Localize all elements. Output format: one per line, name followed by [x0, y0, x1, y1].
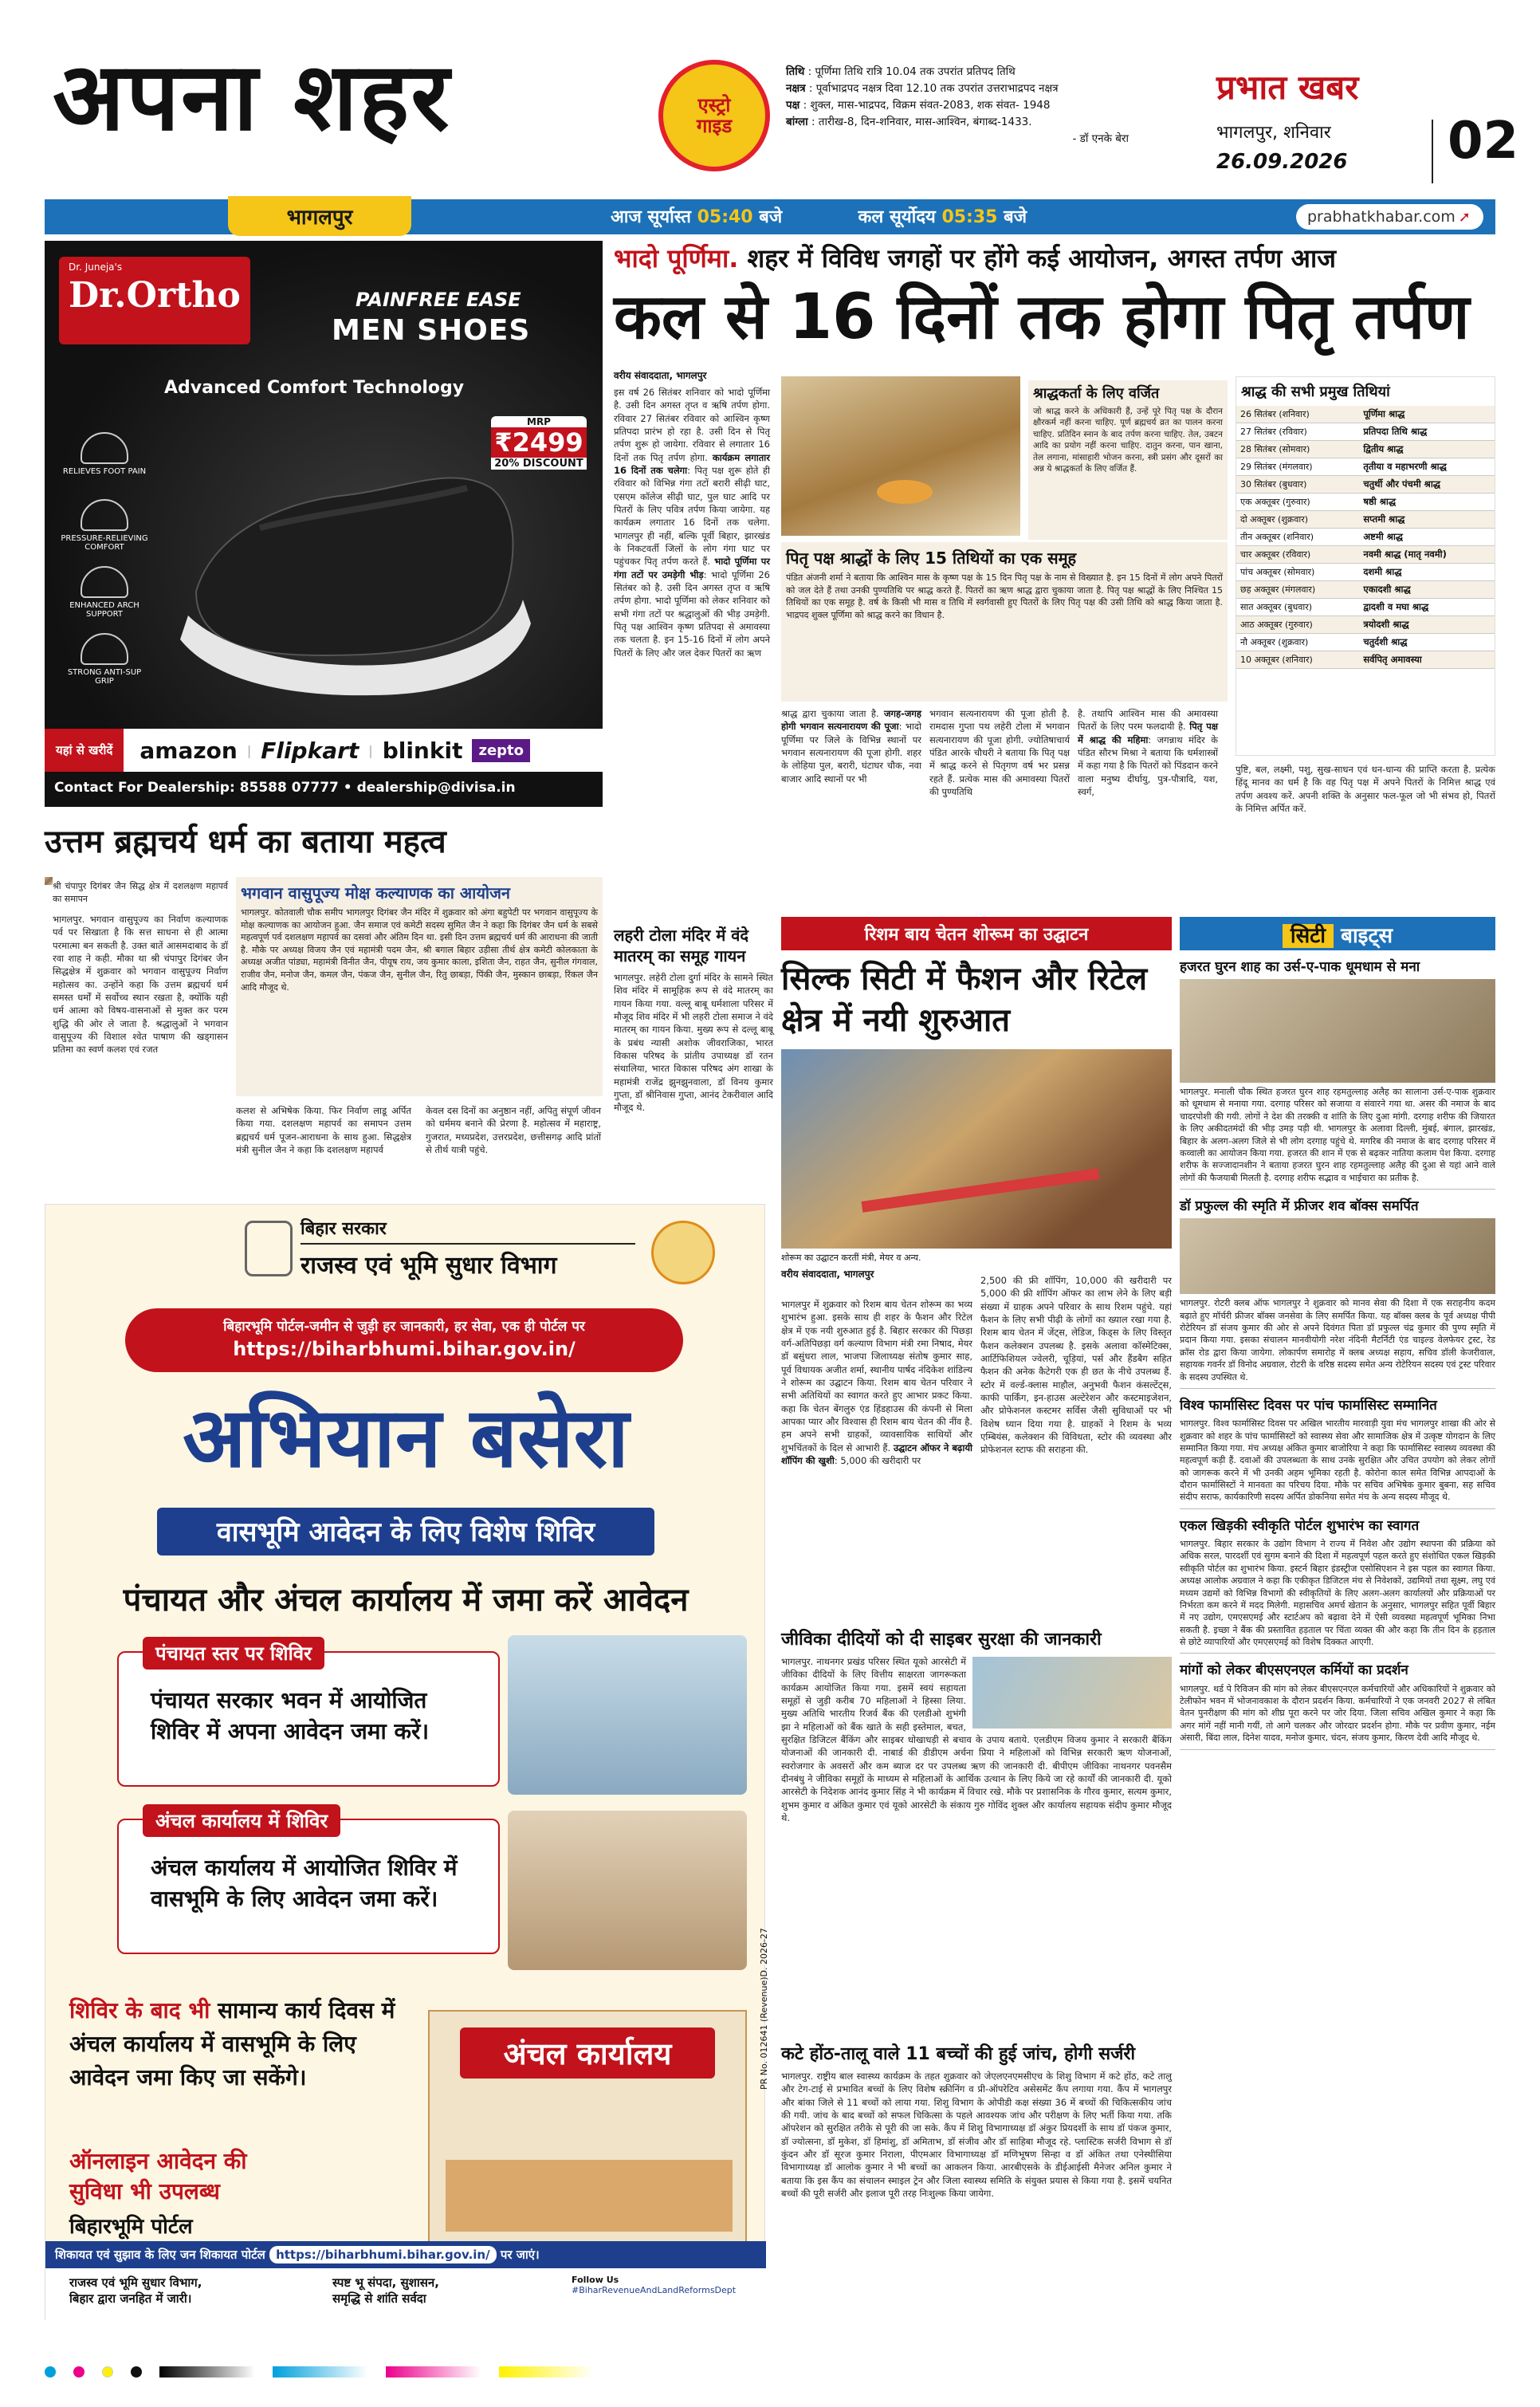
tithi-row: [1236, 634, 1495, 651]
lead-subhead: कार्यक्रम लगातार 16 दिनों तक चलेगा: [614, 451, 770, 476]
tithi-row: [1236, 599, 1495, 616]
lead-paragraph: है. तथापि आश्विन मास की अमावस्या पितरों के लिए परम फलदायी है.: [1078, 708, 1218, 733]
tithi-name: अष्टमी श्राद्ध: [1359, 529, 1495, 546]
sunrise-unit: बजे: [1004, 207, 1027, 227]
city-bytes-header: [1180, 917, 1495, 950]
city-byte-body: भागलपुर. बिहार सरकार के उद्योग विभाग ने राज्य में निवेश और उद्योग स्थापना की प्रक्रिया को अधिक सरल, पारदर्शी एवं सुगम बनाने की दिशा में महत्वपूर्ण पहल करते हुए संशोधित एकल खिड़की स्वीकृति पोर्टल का शुभारंभ किया. इस्टर्न बिहार इंडस्ट्रीज एसोसिएशन ने इस पहल का स्वागत किया. अध्यक्ष आलोक अग्रवाल ने कहा कि एकीकृत डिजिटल मंच से निवेशकों, उद्यमियों तथा सूक्ष्म, लघु एवं मध्यम उद्यमों को विभिन्न विभागों की स्वीकृतियों के लिए अलग-अलग कार्यालयों और प्रक्रियाओं पर निर्भरता कम करने में मदद मिलेगी. महासचिव अमर्च खेतान के अनुसार, भागलपुर सहित पूर्वी बिहार में नए उद्योग, एमएसएमई और स्टार्टअप को बढ़ावा देने में ऐसी व्यवस्था महत्वपूर्ण भूमिका निभा सकती है. इच्छा ने बैंक की प्रस्तावित हड़ताल पर चिंता व्यक्त की और कहा कि तीन दिन के हड़ताल से छोटे व्यापारियों और एमएसएमई को विशेष दिक्कत आएगी.: [1180, 1538, 1495, 1648]
color-registration-strip: [45, 2360, 1495, 2384]
tithi-row: [1236, 441, 1495, 458]
panchang-key: बांग्ला: [786, 115, 808, 128]
jeevika-body: भागलपुर. नाथनगर प्रखंड परिसर स्थित यूको आरसेटी में जीविका दीदियों के लिए वित्तीय साक्षरता जागरूकता कार्यक्रम आयोजित किया गया. इसमें स्वयं सहायता समूहों से जुड़ी करीब 70 महिलाओं ने हिस्सा लिया. मुख्य अतिथि भारतीय रिजर्व बैंक की एलडीओ शुभंगी झा ने महिलाओं को बैंक खाते के सही इस्तेमाल, बचत, सुरक्षित डिजिटल बैंकिंग और साइबर धोखाधड़ी से बचाव के उपाय बताये. एलडीएम विजय कुमार ने सरकारी बैंकिंग योजनाओं की जानकारी दी. नाबार्ड की डीडीएम अर्चना प्रिया ने महिलाओं को विभिन्न सरकारी ऋण योजनाओं, स्वरोजगार के अवसरों और कम ब्याज दर पर उपलब्ध ऋण की जानकारी दी. बीपीएम जीविका नाथनगर पवनसैम दीनबंधु ने जीविका समूहों के माध्यम से महिलाओं के आर्थिक उत्थान के लिए किये जा रहे कार्यों की जानकारी दी. यूको आरसेटी के निदेशक आनंद कुमार सिंह ने भी कार्यक्रम में विचार रखे. मौके पर प्रशासनिक के गौरव कुमार, सत्यम कुमार, शुभम कुमार व अंकित कुमार एवं यूको आरसेटी के संकाय गुरु गोविंद शुक्ल और कार्यालय सहायक संदीप कुमार मौजूद थे.: [781, 1656, 1172, 1823]
lead-col3: [929, 707, 1070, 797]
bihar-ad[interactable]: [45, 1204, 769, 2320]
panchang-row: [786, 64, 1153, 81]
city-tag: [228, 196, 411, 236]
sunset-unit: बजे: [759, 207, 783, 227]
silk-paragraph: भागलपुर में शुक्रवार को रिशम बाय चेतन शोरूम का भव्य शुभारंभ हुआ. इसके साथ ही शहर के फैशन और रिटेल क्षेत्र में एक नयी शुरुआत हुई है. बिहार सरकार की पिछड़ा वर्ग-अतिपिछड़ा वर्ग कल्याण विभाग मंत्री रमा निषाद, मेयर डॉ बसुंधरा लाल, भाजपा जिलाध्यक्ष संतोष कुमार साह, पूर्व विधायक अजीत शर्मा, स्थानीय पार्षद नंदिकेश शांडिल्य ने शोरूम का उद्घाटन किया. रिशम बाय चेतन परिवार ने सभी अतिथियों का स्वागत करते हुए आभार प्रकट किया. कहा कि चेतन बेंगलुरु एंड हिंडहाउस की कंपनी से मिला आपका प्यार और विश्वास ही रिशम बाय चेतन की नींव है. हम अपने सभी ग्राहकों, व्यावसायिक साथियों और शुभचिंतकों के दिल से आभारी हैं.: [781, 1299, 972, 1453]
discount: 20% DISCOUNT: [491, 458, 587, 470]
lead-headline: कल से 16 दिनों तक होगा पितृ तर्पण: [614, 281, 1470, 353]
astro-guide-badge: [658, 60, 770, 171]
panchang-row: [786, 81, 1153, 97]
date: 26.09.2026: [1216, 150, 1348, 174]
silk-col1: [781, 1298, 972, 1618]
tithi-row: [1236, 529, 1495, 546]
feature-item: RELIEVES FOOT PAIN: [61, 432, 148, 488]
tarpan-photo: [781, 376, 1020, 536]
price-tag: [491, 416, 587, 470]
city-bytes: [1180, 917, 1495, 2336]
city-byte-headline: हजरत घुरन शाह का उर्स-ए-पाक धूमधाम से मना: [1180, 959, 1420, 975]
tithi-box: [1236, 376, 1495, 756]
city-byte-item: [1180, 1198, 1495, 1389]
tithi-row: [1236, 616, 1495, 634]
foot-icon: [81, 633, 128, 665]
online-red: ऑनलाइन आवेदन की: [69, 2148, 247, 2174]
tithi-name: तृतीया व महाभरणी श्राद्ध: [1359, 458, 1495, 476]
panchang-value: : तारीख-8, दिन-शनिवार, मास-आश्विन, बंगाब्द-1433.: [811, 115, 1032, 128]
ad-tech: Advanced Comfort Technology: [164, 378, 465, 398]
lead-paragraph: : भादो पूर्णिमा पर जिले के विभिन्न स्थानों पर भगवान सत्यनारायण की पूजा होगी. शहर के लोहिया पुल, बरारी, घंटाघर चौक, नवा बाजार आदि स्थानों पर भी: [781, 721, 921, 785]
brahma-headline: उत्तम ब्रह्मचर्य धर्म का बताया महत्व: [45, 824, 446, 860]
tithi-table: [1236, 406, 1495, 669]
after-text: सामान्य कार्य दिवस में अंचल कार्यालय में वासभूमि के लिए आवेदन जमा किए जा सकेंगे।: [69, 1997, 395, 2090]
panchang-key: पक्ष: [786, 98, 800, 112]
tithi-date: तीन अक्तूबर (शनिवार): [1236, 529, 1359, 546]
cleft-body: भागलपुर. राष्ट्रीय बाल स्वास्थ्य कार्यक्रम के तहत शुक्रवार को जेएलएनएमसीएच के शिशु विभाग में कटे होंठ, कटे तालु और टेग-टाई से प्रभावित बच्चों के लिए विशेष स्क्रीनिंग व प्री-ऑपरेटिव असेसमेंट कैंप लगाया गया. कैंप में भागलपुर और बांका जिले से 11 बच्चों को लाया गया. शिशु विभाग के ओपीडी कक्ष संख्या 36 में बच्चों की चिकित्सकीय जांच की गयी. जांच के बाद बच्चों को सफल चिकित्सा के पहले आवश्यक जांच और परीक्षण के लिए भर्ती किया गया. तकि ऑपरेशन को सुरक्षित तरीके से पूरी की जा सके. कैंप में शिशु विभागाध्यक्ष डॉ अंकुर प्रियदर्शी के साथ डॉ पंकज कुमार, डॉ ज्योत्सना, डॉ मुकेश, डॉ हिमांशु, डॉ अमिताभ, डॉ संजीव और डॉ साहिबा मौजूद रहे. प्लास्टिक सर्जरी विभाग से डॉ कुंदन और डॉ सूरज कुमार निराला, पीएमआर विभागाध्यक्ष डॉ मणिभूषण सिन्हा व डॉ अंकित तथा एनेस्थीसिया विभागाध्यक्ष डॉ आलोक कुमार ने भी बच्चों का आकलन किया. आरबीएसके के डीईआईसी मैनेजर अनिल कुमार ने बताया कि इस कैंप का संचालन स्माइल ट्रेन और जिला स्वास्थ्य समिति के संयुक्त प्रयास से किया गया है. इसमें चयनित बच्चों की पूरी सर्जरी और इलाज पूरी तरह निःशुल्क किया जायेगा.: [781, 2071, 1172, 2199]
silk-story: [781, 917, 1172, 1618]
vasupujya-text: भागलपुर. कोतवाली चौक समीप भागलपुर दिगंबर जैन मंदिर में शुक्रवार को अंगा बहुपेटी पर भगवान वासुपूज्य के मोक्ष कल्याणक का आयोजन हुआ. जैन समाज एवं कमेटी सदस्य सुमित जैन ने कहा कि दिगंबर जैन धर्म के सबसे महत्वपूर्ण पर्व दशलक्षण महापर्व का दसवां और अंतिम दिन था. इसी दिन उत्तम ब्रह्मचर्य धर्म की आराधना की जाती है. मौके पर अध्यक्ष विजय जैन एवं महामंत्री पदम जैन, श्री बगाल बिहार उड़ीसा तीर्थ क्षेत्र कमेटी कोलकाता के अध्यक्ष अजीत पांड्या, महामंत्री विनीत जैन, पीयूष राय, जय कुमार काला, इशिता जैन, राहत जैन, सुनील गंगवाल, राजीव जैन, मनोज जैन, कमल जैन, पंकज जैन, सुनील जैन, रितु छाबड़ा, पिंकी जैन, मुस्कान छाबड़ा, रिंकल जैन आदि मौजूद थे.: [241, 907, 598, 993]
complaint-bar: [45, 2241, 766, 2268]
complaint-end: पर जाएं।: [500, 2248, 540, 2262]
panchang-value: : पूर्वाभाद्रपद नक्षत्र दिवा 12.10 तक उपरांत उत्तराभाद्रपद नक्षत्र: [808, 81, 1059, 95]
after-red: शिविर के बाद भी: [69, 1997, 210, 2024]
apply-line: पंचायत और अंचल कार्यालय में जमा करें आवेदन: [123, 1582, 689, 1618]
office-illustration: [428, 2010, 747, 2249]
panchang-author: - डॉ एनके बेरा: [1072, 132, 1129, 145]
tithi-name: चतुर्थी और पंचमी श्राद्ध: [1359, 476, 1495, 494]
silk-headline: सिल्क सिटी में फैशन और रिटेल क्षेत्र में नयी शुरुआत: [781, 961, 1148, 1039]
jeevika-photo: [972, 1657, 1172, 1729]
sunrise-strip: [45, 199, 1495, 234]
sunset-label: आज सूर्यास्त: [611, 207, 691, 227]
panchayat-box: [117, 1642, 500, 1787]
brahma-photo: [45, 877, 53, 885]
lead-kicker: [614, 241, 1495, 275]
brahma-body2: कलश से अभिषेक किया. फिर निर्वाण लाडू अर्पित किया गया. दशलक्षण महापर्व का समापन उत्तम ब्रह्मचर्य धर्म पूजन-आराधना के साथ हुआ. सिद्धक्षेत्र मंत्री सुनील जैन ने कहा कि दशलक्षण महापर्व: [236, 1105, 411, 1155]
foot-icon: [81, 499, 128, 531]
foot-icon: [81, 432, 128, 464]
brahma-body: भागलपुर. भगवान वासुपूज्य का निर्वाण कल्याणक पर्व पर सिखाता है कि सत्त साधना से ही आत्मा परमात्मा बन सकती है. उक्त बातें आसमदाबाद के डॉ रवा शाह ने कही. मौका था श्री चंपापुर दिगंबर जैन सिद्धक्षेत्र में शुक्रवार को भगवान वासुपूज्य निर्वाण महोत्सव का. उन्होंने कहा कि उत्तम ब्रह्मचर्य धर्म समस्त धर्मों में सर्वोच्च स्थान रखता है, क्योंकि यही धर्म आत्मा को विषय-वासनाओं से मुक्त कर परम शुद्धि की ओर ले जाता है. श्रद्धालुओं ने भगवान वासुपूज्य की विशाल श्वेत पाषाण की खड्गासन प्रतिमा का स्वर्ण कलश एवं रजत: [53, 914, 228, 1056]
varjit-title: श्राद्धकर्ता के लिए वर्जित: [1033, 385, 1160, 402]
tithi-name: त्रयोदशी श्राद्ध: [1359, 616, 1495, 634]
footer-issued-2: बिहार द्वारा जनहित में जारी।: [69, 2291, 192, 2306]
tithi-date: 10 अक्तूबर (शनिवार): [1236, 651, 1359, 669]
tithi-name: द्वितीय श्राद्ध: [1359, 441, 1495, 458]
website-box[interactable]: [1296, 204, 1483, 230]
panchayat-photo: [508, 1635, 747, 1795]
silk-col2: 2,500 की फ्री शॉपिंग, 10,000 की खरीदारी पर 5,000 की फ्री शॉपिंग ऑफर का लाभ लेने के लिए बड़ी संख्या में ग्राहक अपने परिवार के साथ रिशम पहुंचे. यहां फैशन के लिए सभी पीढ़ी के लोगों का ख्याल रखा गया है. रिशम बाय चेतन में जेंट्स, लेडिज, किड्स के लिए विस्तृत फैशन कलेक्शन उपलब्ध है. इसके अलावा कॉस्मेटिक्स, आर्टिफिशियल ज्वेलरी, चूड़ियां, पर्स और हैंडबैग सहित फैशन की अनेक कैटेगरी एक ही छत के नीचे उपलब्ध हैं. स्टोर में वर्ल्ड-क्लास माहौल, अनुभवी फैशन कंसल्टेंट्स, काफी पार्किंग, इन-हाउस अल्टेरेशन और कस्टमाइजेशन, और प्रोफेशनल कस्टमर सर्विस जैसी सुविधाओं पर भी विशेष ध्यान दिया गया है. ग्राहकों ने रिशम के भव्य एम्बियंस, कलेक्शन की विविधता, स्टोर की व्यवस्था और प्रोफेशनल स्टाफ की सराहना की.: [980, 1275, 1172, 1456]
tithi-row: [1236, 546, 1495, 564]
silk-caption: शोरूम का उद्घाटन करतीं मंत्री, मेयर व अन्य.: [781, 1253, 921, 1263]
lead-paragraph: : पितृ पक्ष शुरू होते ही रविवार को विभिन्न गंगा तटों बरारी सीढ़ी घाट, एसएम कॉलेज सीढ़ी घाट, पुल घाट आदि पर पितरों के लिए पवित्र तर्पण किया जायेगा. यह कार्यक्रम लगातार 16 दिनों तक चलेगा. भागलपुर ही नहीं, बल्कि पूर्वी बिहार, झारखंड के निकटवर्ती जिलों के लोग गंगा घाट पर पहुंचकर पितृ तर्पण करते हैं.: [614, 464, 770, 568]
tithi-date: पांच अक्तूबर (सोमवार): [1236, 564, 1359, 581]
ad-headline1: PAINFREE EASE: [356, 289, 521, 311]
sunrise-label: कल सूर्योदय: [858, 207, 936, 227]
lead-story: [614, 241, 1495, 978]
varjit-box: [1028, 380, 1228, 540]
store-amazon[interactable]: amazon: [139, 737, 238, 764]
city-bytes-b: बाइट्स: [1341, 924, 1393, 948]
city-byte-body: भागलपुर. थर्ड पे रिविजन की मांग को लेकर बीएसएनएल कर्मचारियों और अधिकारियों ने शुक्रवार को टेलीफोन भवन में भोजनावकाश के दौरान प्रदर्शन किया. कर्मचारियों ने एक जनवरी 2027 से लंबित वेतन पुनरीक्षण की मांग को शीघ्र पूरा करने पर जोर दिया. जिला सचिव अखिल कुमार ने कहा कि अगर मांगें नहीं मानी गयीं, तो आगे चलकर और जोरदार प्रदर्शन होगा. मौके पर प्रवीण कुमार, नईम अंसारी, बिंदा लाल, दिनेश यादव, मनोज कुमार, चंदन, संजय कुमार, किरण देवी आदि मौजूद थे.: [1180, 1683, 1495, 1744]
shoe-ad[interactable]: [45, 241, 603, 807]
store-blinkit[interactable]: blinkit: [382, 737, 463, 764]
astro-badge-text: एस्ट्रो गाइड: [696, 93, 733, 137]
masthead: [45, 32, 1519, 195]
brahma-story: [45, 813, 603, 1196]
tithi-date: एक अक्तूबर (गुरुवार): [1236, 494, 1359, 511]
tithi-date: 26 सितंबर (शनिवार): [1236, 406, 1359, 423]
online-block: [69, 2145, 420, 2240]
ad-footer: [45, 2268, 766, 2321]
tithi-date: नौ अक्तूबर (शुक्रवार): [1236, 634, 1359, 651]
panchang-row: [786, 114, 1153, 131]
office-sign: अंचल कार्यालय: [460, 2027, 715, 2079]
city-byte-headline: एकल खिड़की स्वीकृति पोर्टल शुभारंभ का स्वागत: [1180, 1517, 1420, 1534]
portal-line: बिहारभूमि पोर्टल-जमीन से जुड़ी हर जानकारी, हर सेवा, एक ही पोर्टल पर: [223, 1319, 585, 1335]
tithi-date: 30 सितंबर (बुधवार): [1236, 476, 1359, 494]
ad-headline2: MEN SHOES: [332, 314, 531, 347]
store-flipkart[interactable]: Flipkart: [261, 737, 359, 764]
mrp-label: MRP: [491, 416, 587, 427]
price: ₹2499: [491, 427, 587, 458]
ad-tagline-small: Dr. Juneja's: [69, 262, 123, 273]
panchang-value: : पूर्णिमा तिथि रात्रि 10.04 तक उपरांत प्रतिपद तिथि: [807, 65, 1016, 78]
bihar-emblem: [245, 1221, 293, 1276]
tithi-row: [1236, 581, 1495, 599]
ad-features: [61, 432, 148, 689]
sunrise-time: 05:35: [941, 207, 998, 227]
sunset-time: 05:40: [697, 207, 753, 227]
lead-paragraph: श्राद्ध द्वारा चुकाया जाता है.: [781, 708, 879, 719]
panchayat-text: पंचायत सरकार भवन में आयोजित शिविर में अपना आवेदन जमा करें।: [151, 1687, 430, 1745]
city-byte-item: [1180, 1397, 1495, 1509]
dept-name: राजस्व एवं भूमि सुधार विभाग: [301, 1243, 635, 1280]
tithi-name: एकादशी श्राद्ध: [1359, 581, 1495, 599]
tithi-date: सात अक्तूबर (बुधवार): [1236, 599, 1359, 616]
tithi-date: दो अक्तूबर (शुक्रवार): [1236, 511, 1359, 529]
tithi-name: सर्वपितृ अमावस्या: [1359, 651, 1495, 669]
tithi-row: [1236, 423, 1495, 441]
lead-subhead: जगह-जगह होगी भगवान सत्यनारायण की पूजा: [781, 708, 921, 733]
portal-banner[interactable]: [125, 1308, 683, 1372]
lead-paragraph: पुष्टि, बल, लक्ष्मी, पशु, सुख-साधन एवं धन-धान्य की प्राप्ति करता है. प्रत्येक हिंदू मानव का धर्म है कि वह पितृ पक्ष में अपने पितरों के निमित्त श्राद्ध एवं तर्पण अवश्य करें. अपनी शक्ति के अनुसार फल-फूल जो भी संभव हो, पितरों के निमित्त अर्पित करें.: [1236, 764, 1495, 814]
city-byte-body: भागलपुर. रोटरी क्लब ऑफ भागलपुर ने शुक्रवार को मानव सेवा की दिशा में एक सराहनीय कदम बढ़ाते हुए मॉर्चरी फ्रीजर बॉक्स जनसेवा के लिए समर्पित किया. यह बॉक्स क्लब के पूर्व अध्यक्ष पीपी रोटेरियन डॉ संजय कुमार की ओर से अपने दिवंगत पिता डॉ प्रफुल्ल चंद्र कुमार की पुण्य स्मृति में प्रदान किया गया. इसका संचालन मानवीयोगी नरेश नंदिनी मैटर्निटी एंड चाइल्ड वेलफेयर ट्रस्ट, रेड क्रॉस रोड द्वारा किया जायेगा. लोकार्पण समारोह में क्लब अध्यक्ष सहाय, सचिव डॉली केजरीवाल, सहायक गवर्नर डॉ विनोद अग्रवाल, रोटरी के वरिष्ठ सदस्य समेत अन्य रोटेरियन सदस्य एवं ट्रस्ट परिवार के सदस्य उपस्थित थे.: [1180, 1298, 1495, 1382]
campaign-title: अभियान बसेरा: [183, 1389, 629, 1486]
brahma-caption: श्री चंपापुर दिगंबर जैन सिद्ध क्षेत्र में दशलक्षण महापर्व का समापन: [53, 881, 228, 904]
cursor-icon: ➚: [1458, 208, 1471, 226]
store-zepto[interactable]: zepto: [472, 739, 530, 762]
anchal-photo: [508, 1811, 747, 1970]
tithi-name: षष्ठी श्राद्ध: [1359, 494, 1495, 511]
tithi-row: [1236, 406, 1495, 423]
dealership-contact: Contact For Dealership: 85588 07777 • dealership@divisa.in: [45, 772, 603, 807]
footer-issued: [69, 2275, 202, 2307]
panchang-key: तिथि: [786, 65, 805, 78]
footer-motto: [332, 2275, 439, 2307]
cleft-story: [781, 2041, 1172, 2336]
tithi-date: 27 सितंबर (रविवार): [1236, 423, 1359, 441]
vasupujya-box: [236, 877, 603, 1096]
jeevika-headline: जीविका दीदियों को दी साइबर सुरक्षा की जानकारी: [781, 1630, 1102, 1650]
panchang-value: : शुक्ल, मास-भाद्रपद, विक्रम संवत-2083, शक संवत- 1948: [803, 98, 1051, 112]
ad-brand-box: [59, 257, 250, 344]
campaign-subbanner: वासभूमि आवेदन के लिए विशेष शिविर: [157, 1508, 654, 1556]
tithi-date: 28 सितंबर (सोमवार): [1236, 441, 1359, 458]
tithi-name: दशमी श्राद्ध: [1359, 564, 1495, 581]
ad-brand: Dr.Ortho: [69, 275, 241, 316]
city-byte-headline: डॉ प्रफुल्ल की स्मृति में फ्रीजर शव बॉक्स समर्पित: [1180, 1198, 1419, 1215]
tithi-name: प्रतिपदा तिथि श्राद्ध: [1359, 423, 1495, 441]
after-camp-text: [69, 1994, 420, 2094]
tithi-date: छह अक्तूबर (मंगलवार): [1236, 581, 1359, 599]
silk-byline: वरीय संवाददाता, भागलपुर: [781, 1268, 874, 1280]
city-byte-headline: मांगों को लेकर बीएसएनएल कर्मियों का प्रदर्शन: [1180, 1662, 1408, 1679]
tithi-name: द्वादशी व मघा श्राद्ध: [1359, 599, 1495, 616]
tithi-date: 29 सितंबर (मंगलवार): [1236, 458, 1359, 476]
panchang-key: नक्षत्र: [786, 81, 806, 95]
lead-subhead: पितृ पक्ष में श्राद्ध की महिमा: [1078, 721, 1219, 745]
city-byte-body: भागलपुर. मनाली चौक स्थित हजरत घुरन शाह रहमतुल्लाह अलैह का सालाना उर्स-ए-पाक शुक्रवार को धूमधाम से मनाया गया. दरगाह परिसर को सजाया व संवारने गया था. असर की नमाज के बाद चादरपोशी की गयी. लोगों ने देश की तरक्की व शांति के लिए दुआ मांगी. दरगाह शरीफ की जियारत के लिए अकीदतमंदों की भीड़ उमड़ पड़ी थी. भागलपुर के अलावा दिल्ली, मुंबई, बंगाल, झारखंड, बिहार के अलग-अलग जिले से भी लोग दरगाह पहुंचे थे. मगरिब की नमाज के बाद दरगाह परिसर में कव्वाली का आयोजन किया गया. हजरत की शान में एक से बढ़कर नातिया कलाम पेश किया. दरगाह शरीफ के सज्जादानशीन ने बताया हजरत घुरन शाह रहमतुल्लाह अलैह की दुआ से यहां आने वाले लोगों की फैजयाबी मिलती है. दरगाह शरीफ सद्भाव व भाईचारा का प्रतीक है.: [1180, 1087, 1495, 1183]
tithi-title: श्राद्ध की सभी प्रमुख तिथियां: [1241, 383, 1390, 400]
tithi-row: [1236, 511, 1495, 529]
store-divider: |: [368, 742, 373, 758]
feature-item: STRONG ANTI-SUP GRIP: [61, 633, 148, 689]
feature-item: ENHANCED ARCH SUPPORT: [61, 566, 148, 622]
city-bytes-a: सिटी: [1283, 924, 1334, 948]
footer-motto-2: समृद्धि से शांति सर्वदा: [332, 2291, 426, 2306]
anchal-text: अंचल कार्यालय में आयोजित शिविर में वासभूमि के लिए आवेदन जमा करें।: [151, 1854, 458, 1913]
city-day: भागलपुर, शनिवार: [1216, 123, 1331, 143]
lead-col1: [614, 386, 770, 777]
shoe-image: [164, 416, 547, 719]
tithi-row: [1236, 458, 1495, 476]
tithi-name: सप्तमी श्राद्ध: [1359, 511, 1495, 529]
lahri-headline: लहरी टोला मंदिर में वंदे मातरम् का समूह गायन: [614, 926, 749, 966]
tithi-name: चतुर्दशी श्राद्ध: [1359, 634, 1495, 651]
lead-col2: [781, 707, 921, 785]
silk-paragraph: : 5,000 की खरीदारी पर: [834, 1454, 921, 1466]
lead-subhead: भादो पूर्णिमा पर गंगा तटों पर उमड़ेगी भीड़: [614, 556, 770, 580]
cleft-headline: कटे होंठ-तालू वाले 11 बच्चों की हुई जांच, होगी सर्जरी: [781, 2044, 1136, 2064]
panchayat-tag: पंचायत स्तर पर शिविर: [143, 1637, 324, 1670]
hashtag[interactable]: #BiharRevenueAndLandReformsDept: [572, 2285, 737, 2295]
footer-social[interactable]: [572, 2275, 736, 2295]
dept-header: [301, 1216, 635, 1280]
kicker-red: भादो पूर्णिमा.: [614, 243, 739, 273]
dept-title: बिहार सरकार: [301, 1219, 387, 1239]
lead-paragraph: इस वर्ष 26 सितंबर शनिवार को भादो पूर्णिमा है. उसी दिन अगस्त तृप्त व ऋषि तर्पण होगा. रविवार 27 सितंबर रविवार को आश्विन कृष्ण प्रतिपदा प्रारंभ हो रहा है. उसी दिन से पितृ तर्पण शुरू हो जायेगा. रविवार से लगातार 16 दिनों तक पितृ तर्पण होगा.: [614, 387, 770, 463]
pitri-title: पितृ पक्ष श्राद्धों के लिए 15 तिथियों का एक समूह: [786, 549, 1077, 568]
anchal-box: [117, 1810, 500, 1954]
silk-kicker: रिशम बाय चेतन शोरूम का उद्घाटन: [781, 917, 1172, 950]
lead-paragraph: : जगन्नाथ मंदिर के पंडित सौरभ मिश्रा ने बताया कि धर्मशास्त्रों में कहा गया है कि पितरों को पिंडदान करने वाला मनुष्य दीर्घायु, पुत्र-पौत्रादि, यश, स्वर्ग,: [1078, 734, 1218, 797]
panchang-block: [786, 64, 1153, 145]
section-title: अपना शहर: [53, 41, 451, 151]
panchang-row: [786, 97, 1153, 114]
silk-photo: [781, 1049, 1172, 1249]
tithi-row: [1236, 494, 1495, 511]
city-byte-photo: [1180, 1218, 1495, 1294]
office-counter: [446, 2160, 733, 2232]
lead-col4: [1078, 707, 1219, 797]
tithi-row: [1236, 651, 1495, 669]
store-divider: |: [246, 742, 252, 758]
flower-icon: [877, 480, 933, 504]
city-bytes-list: [1180, 958, 1495, 1750]
feature-item: PRESSURE-RELIEVING COMFORT: [61, 499, 148, 555]
silk-subhead: उद्घाटन ऑफर ने बढ़ायी शॉपिंग की खुशी: [781, 1441, 973, 1466]
sun-times: [611, 204, 1027, 228]
jeevika-story: [781, 1626, 1172, 2041]
page-number: 02: [1448, 112, 1519, 171]
complaint-text: शिकायत एवं सुझाव के लिए जन शिकायत पोर्टल: [55, 2248, 265, 2262]
kicker-rest: शहर में विविध जगहों पर होंगे कई आयोजन, अगस्त तर्पण आज: [747, 243, 1337, 273]
lead-col5: [1236, 763, 1495, 823]
lahri-body: भागलपुर. लहेरी टोला दुर्गा मंदिर के सामने स्थित शिव मंदिर में सामूहिक रूप से वंदे मातरम् का गायन किया गया. वल्लू बाबू धर्मशाला परिसर में मौजूद शिव मंदिर में भी लहरी टोला समाज ने वंदे मातरम् का गायन किया. मुख्य रूप से दल्लू बाबू के प्रबंध न्यासी अशोक जीवराजिका, भारत विकास परिषद के प्रांतीय उपाध्यक्ष डॉ रतन संथालिया, भारत विकास परिषद अंग शाखा के महामंत्री राजेंद्र झुनझुनवाला, डॉ विनय कुमार गुप्ता, डॉ श्रीनिवास गुप्ता, आनंद टेकरीवाल आदि मौजूद थे.: [614, 972, 773, 1114]
lead-paragraph: : भादो पूर्णिमा 26 सितंबर को है. उसी दिन अगस्त तृप्त व ऋषि तर्पण होगा. भादो पूर्णिमा को लेकर शनिवार को सभी गंगा तटों पर श्रद्धालुओं की भीड़ उमड़ेगी. पितृ पक्ष आश्विन कृष्ण प्रतिपदा से अमावस्या तक चलता है. इन 15-16 दिनों में लोग अपने पितरों के लिए और जल देकर पितरों का ऋण: [614, 568, 770, 659]
lead-byline: वरीय संवाददाता, भागलपुर: [614, 370, 707, 381]
footer-motto-1: स्पष्ट भू संपदा, सुशासन,: [332, 2275, 439, 2290]
portal-url[interactable]: https://biharbhumi.bihar.gov.in/: [233, 1338, 576, 1360]
ribbon-shape: [861, 1168, 1099, 1213]
tithi-row: [1236, 476, 1495, 494]
online-red2: सुविधा भी उपलब्ध: [69, 2178, 220, 2204]
city-byte-photo: [1180, 979, 1495, 1083]
complaint-url[interactable]: https://biharbhumi.bihar.gov.in/: [269, 2246, 497, 2263]
vasupujya-title: भगवान वासुपूज्य मोक्ष कल्याणक का आयोजन: [241, 883, 511, 903]
city-byte-body: भागलपुर. विश्व फार्मासिस्ट दिवस पर अखिल भारतीय मारवाड़ी युवा मंच भागलपुर शाखा की ओर से शुक्रवार को शहर के पांच फार्मासिस्टों को स्वास्थ्य सेवा और सामाजिक क्षेत्र में उत्कृष्ट योगदान के लिए सम्मानित किया गया. मंच अध्यक्ष अंकित कुमार बाजोरिया ने कहा कि फार्मासिस्ट स्वास्थ्य व्यवस्था की महत्वपूर्ण कड़ी हैं. दवाओं की उपलब्धता के साथ उनके सुरक्षित और उचित उपयोग को लेकर लोगों को जागरूक करने में भी उनकी अहम भूमिका रहती है. कोरोना काल समेत विभिन्न आपदाओं के दौरान फार्मासिस्टों ने मानवता का परिचय दिया. मौके पर सचिव अभिषेक कुमार बुबना, सह सचिव संदीप सराफ, कार्यकारिणी सदस्य अर्पित डोकनिया समेत मंच के अन्य सदस्य मौजूद थे.: [1180, 1418, 1495, 1503]
follow-label: Follow Us: [572, 2275, 619, 2285]
tithi-name: नवमी श्राद्ध (मातृ नवमी): [1359, 546, 1495, 564]
tithi-row: [1236, 564, 1495, 581]
foot-icon: [81, 566, 128, 598]
website-link[interactable]: prabhatkhabar.com: [1307, 208, 1456, 226]
city-byte-item: [1180, 958, 1495, 1190]
city-byte-item: [1180, 1517, 1495, 1654]
pitri-text: पंडित अंजनी शर्मा ने बताया कि आश्विन मास के कृष्ण पक्ष के 15 दिन पितृ पक्ष के नाम से विख्यात है. इन 15 दिनों में लोग अपने पितरों को जल देते हैं तथा उनकी पुण्यतिथि पर श्राद्ध करते हैं. पितरों का ऋण श्राद्ध द्वारा चुकाया जाता है. पितृ पक्ष श्राद्धों के लिए निश्चित 15 तिथियों का एक समूह है. वर्ष के किसी भी मास व तिथि में स्वर्गवासी हुए पितरों के लिए पितृ पक्ष की उसी तिथि को श्राद्ध किया जाता है. भाद्रपद शुक्ल पूर्णिमा को श्राद्ध करने का विधान है.: [786, 572, 1223, 620]
tithi-date: चार अक्तूबर (रविवार): [1236, 546, 1359, 564]
pitri-box: [781, 542, 1228, 702]
campaign-logo: [651, 1221, 715, 1284]
store-bar: [45, 729, 603, 772]
tithi-date: आठ अक्तूबर (गुरुवार): [1236, 616, 1359, 634]
brand-logo: प्रभात खबर: [1216, 68, 1359, 107]
footer-issued-1: राजस्व एवं भूमि सुधार विभाग,: [69, 2275, 202, 2290]
city-tag-text: भागलपुर: [286, 206, 353, 230]
tithi-name: पूर्णिमा श्राद्ध: [1359, 406, 1495, 423]
anchal-tag: अंचल कार्यालय में शिविर: [143, 1804, 340, 1837]
brahma-body3: केवल दस दिनों का अनुष्ठान नहीं, अपितु संपूर्ण जीवन को धर्ममय बनाने की प्रेरणा है. महोत्सव में महाराष्ट्र, गुजरात, मध्यप्रदेश, उत्तरप्रदेश, छत्तीसगढ़ आदि प्रांतों से तीर्थ यात्री पहुंचे.: [426, 1105, 601, 1155]
pr-number: PR No. 012641 (Revenue)D. 2026-27: [759, 1928, 769, 2090]
page-divider: [1432, 120, 1433, 183]
city-byte-item: [1180, 1662, 1495, 1749]
online-text: बिहारभूमि पोर्टल: [69, 2215, 193, 2239]
buy-here-tag: यहां से खरीदें: [45, 729, 124, 772]
lead-paragraph: भगवान सत्यनारायण की पूजा होती है. रामदास गुप्ता पथ लहेरी टोला में भगवान सत्यनारायण की पूजा होगी. ज्योतिषाचार्य पंडित आरके चौधरी ने बताया कि पितृ पक्ष में श्राद्ध करने से पितृगण वर्ष भर प्रसन्न रहते हैं. प्रत्येक मास की अमावस्या पितरों की पुण्यतिथि: [929, 708, 1070, 797]
lahri-story: [614, 925, 773, 1196]
varjit-text: जो श्राद्ध करने के अधिकारी हैं, उन्हें पूरे पितृ पक्ष के दौरान क्षौरकर्म नहीं करना चाहिए. पूर्ण ब्रह्मचर्य व्रत का पालन करना चाहिए. प्रतिदिन स्नान के बाद तर्पण करना चाहिए. तेल, उबटन आदि का प्रयोग नहीं करना चाहिए. दातुन करना, पान खाना, तेल लगाना, मांसाहारी भोजन करना, स्त्री प्रसंग और दूसरों का अन्न ये श्राद्धकर्ता के लिए वर्जित हैं.: [1033, 407, 1223, 474]
city-byte-headline: विश्व फार्मासिस्ट दिवस पर पांच फार्मासिस्ट सम्मानित: [1180, 1398, 1437, 1414]
